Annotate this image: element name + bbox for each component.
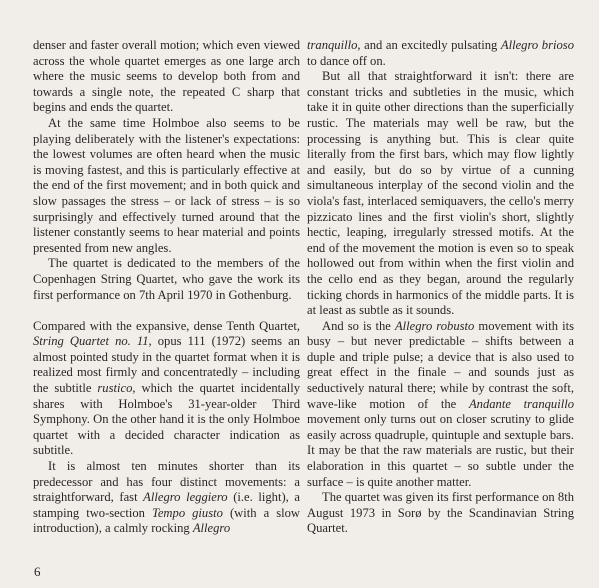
text-run: (i.e. light), a stamping two-section bbox=[33, 490, 300, 520]
text-run: to dance off on. bbox=[307, 53, 386, 68]
paragraph bbox=[307, 69, 574, 319]
paragraph bbox=[33, 38, 300, 116]
paragraph bbox=[33, 319, 300, 459]
text-run: , opus 111 (1972) seems an almost pointed study in the quartet format when it is realized most firmly and concentratedly – including the subtitle bbox=[33, 334, 300, 396]
paragraph bbox=[307, 490, 574, 537]
text-run: The quartet was given its first performance on 8th August 1973 in Sorø by the Scandinavian String Quartet. bbox=[307, 490, 574, 536]
paragraph bbox=[33, 256, 300, 303]
left-column bbox=[33, 38, 300, 537]
text-run: Compared with the expansive, dense Tenth Quartet, bbox=[33, 318, 300, 333]
italic-term: String Quartet no. 11 bbox=[33, 334, 149, 349]
text-run: , and an excitedly pulsating bbox=[357, 38, 501, 52]
italic-term: rustico bbox=[97, 381, 133, 396]
right-column bbox=[307, 38, 574, 537]
italic-term: Tempo giusto bbox=[151, 505, 223, 520]
page-number: 6 bbox=[34, 564, 41, 579]
paragraph bbox=[33, 459, 300, 537]
paragraph bbox=[33, 116, 300, 256]
italic-term: Allegro brioso bbox=[500, 38, 574, 52]
italic-term: Allegro bbox=[192, 521, 231, 536]
paragraph bbox=[307, 319, 574, 491]
italic-term: Andante tranquillo bbox=[468, 396, 575, 411]
text-run: movement only turns out on closer scrutiny to glide easily across quadruple, quintuple and sextuple bars. It may be that the raw materials are rustic, but their elaboration in this quartet – so subtle under the surface – is quite another matter. bbox=[307, 412, 574, 489]
text-run: (with a slow introduction), a calmly rocking bbox=[33, 505, 300, 536]
italic-term: tranquillo bbox=[307, 38, 358, 52]
italic-term: Allegro robusto bbox=[394, 318, 475, 333]
text-run: denser and faster overall motion; which even viewed across the whole quartet emerges as one large arch where the music seems to develop both from and towards a single note, the repeated C sharp that begins and ends the quartet. bbox=[33, 38, 300, 115]
text-run: movement with its busy – but never predictable – shifts between a duple and triple pulse; a device that is also used to great effect in the finale – and sounds just as seductively natural there; while by contrast the soft, wave-like motion of the bbox=[307, 318, 574, 411]
text-run: It is almost ten minutes shorter than its predecessor and has four distinct movements: a straightforward, fast bbox=[33, 459, 300, 505]
text-run: , which the quartet incidentally shares with Holmboe's 31-year-older Third Symphony. On the other hand it is the only Holmboe quartet with a decided character indication as subtitle. bbox=[33, 381, 300, 458]
italic-term: Allegro leggiero bbox=[143, 490, 228, 505]
text-run: And so is the bbox=[322, 318, 395, 333]
text-run: At the same time Holmboe also seems to be playing deliberately with the listener's expectations: the lowest volumes are often heard when the music is moving fastest, and this is particularly effective at the end of the first movement; and in both quick and slow passages the stress – or lack of stress – is so surprisingly and effectively turned around that the listener constantly seems to hear material and points presented from new angles. bbox=[33, 115, 300, 255]
paragraph bbox=[307, 38, 574, 69]
text-run: But all that straightforward it isn't: there are constant tricks and subtleties in the music, which take it in quite other directions than the superficially rustic. The materials may well be raw, but the processing is anything but. This is clear quite literally from the first bars, which may flow lightly and easily, but do so by virtue of a cunning simultaneous interplay of the second violin and the viola's fast, interlaced semiquavers, the cello's merry pizzicato lines and the first violin's short, slightly hectic, leaping, irregularly stressed motifs. At the end of the movement the motion is even so to speak hollowed out from within when the first violin and the cello end as they began, around the regularly ticking chords in harmonics of the middle parts. It is at least as subtle as it sounds. bbox=[307, 69, 574, 318]
text-run: The quartet is dedicated to the members of the Copenhagen String Quartet, who gave the work its first performance on 7th April 1970 in Gothenburg. bbox=[33, 256, 300, 302]
